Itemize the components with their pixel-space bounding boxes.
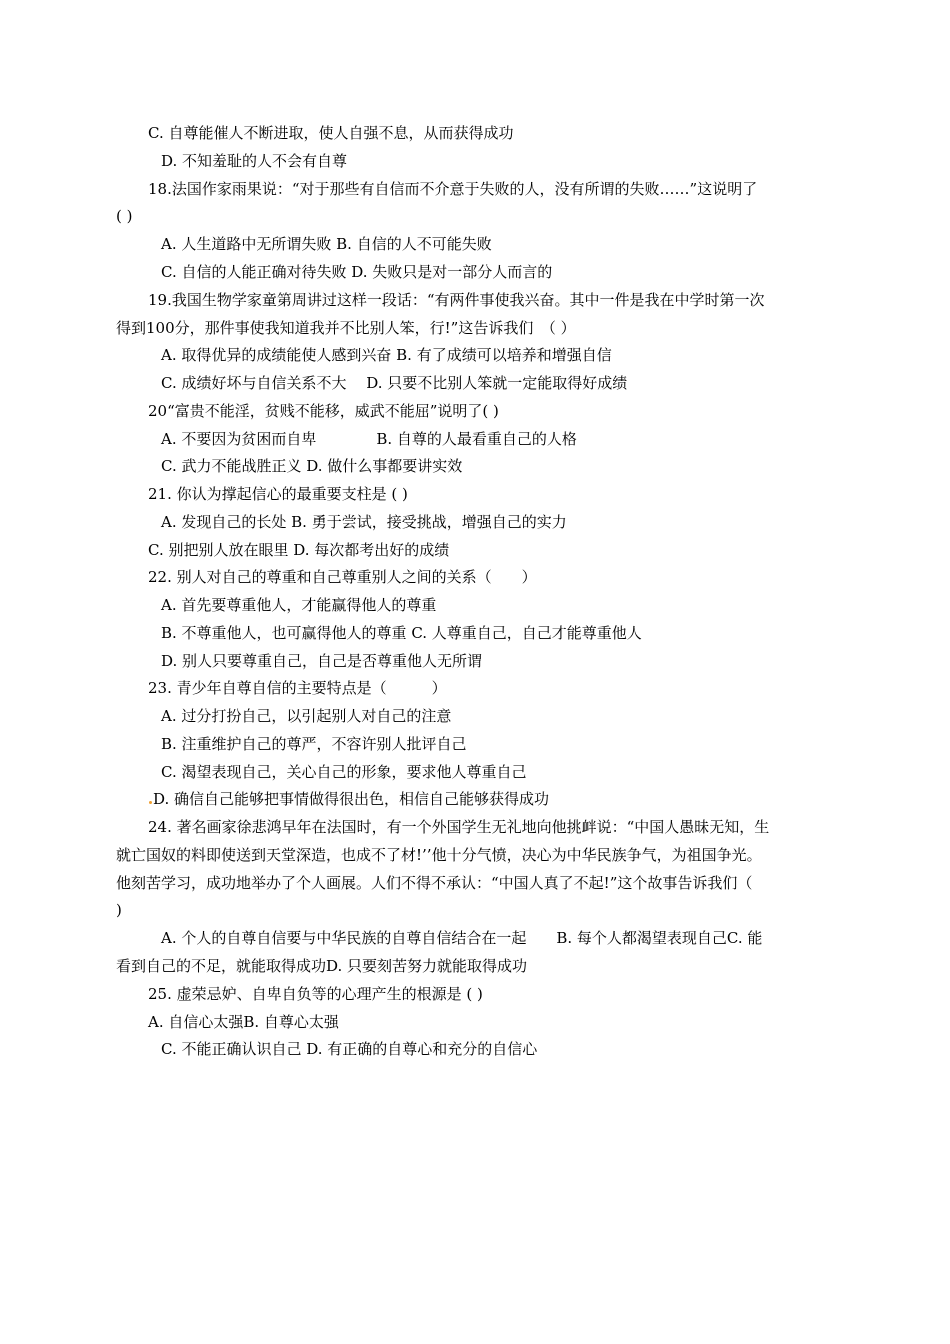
orange-dot-mark <box>149 801 152 804</box>
text-line: C. 渴望表现自己，关心自己的形象，要求他人尊重自己 <box>161 763 527 781</box>
text-line: A. 自信心太强B. 自尊心太强 <box>148 1013 339 1031</box>
text-line: D. 别人只要尊重自己，自己是否尊重他人无所谓 <box>161 652 483 670</box>
text-line: A. 取得优异的成绩能使人感到兴奋 B. 有了成绩可以培养和增强自信 <box>161 346 612 364</box>
text-line: 25. 虚荣忌妒、自卑自负等的心理产生的根源是 ( ) <box>148 985 483 1003</box>
text-line: C. 自尊能催人不断进取，使人自强不息，从而获得成功 <box>148 124 514 142</box>
text-line: 20“富贵不能淫，贫贱不能移，威武不能屈”说明了( ) <box>148 402 499 420</box>
text-line: A. 个人的自尊自信要与中华民族的自尊自信结合在一起 B. 每个人都渴望表现自己C. 能 <box>161 929 763 947</box>
text-line: 就亡国奴的料即使送到天堂深造，也成不了材!’’他十分气愤，决心为中华民族争气，为祖国争光。 <box>116 846 762 864</box>
text-line: 19.我国生物学家童第周讲过这样一段话：“有两件事使我兴奋。其中一件是我在中学时第一次 <box>148 291 765 309</box>
text-line: A. 不要因为贫困而自卑 B. 自尊的人最看重自己的人格 <box>161 430 577 448</box>
text-line: D. 不知羞耻的人不会有自尊 <box>161 152 348 170</box>
text-line: 22. 别人对自己的尊重和自己尊重别人之间的关系（ ） <box>148 568 537 586</box>
text-line: C. 成绩好坏与自信关系不大 D. 只要不比别人笨就一定能取得好成绩 <box>161 374 628 392</box>
text-line: C. 别把别人放在眼里 D. 每次都考出好的成绩 <box>148 541 450 559</box>
text-line: 24. 著名画家徐悲鸿早年在法国时，有一个外国学生无礼地向他挑衅说：“中国人愚昧无知，生 <box>148 818 770 836</box>
text-line: ( ) <box>116 207 133 225</box>
text-line: A. 发现自己的长处 B. 勇于尝试，接受挑战，增强自己的实力 <box>161 513 567 531</box>
text-line: 21. 你认为撑起信心的最重要支柱是 ( ) <box>148 485 408 503</box>
text-line: 得到100分，那件事使我知道我并不比别人笨，行!”这告诉我们 （ ） <box>116 319 576 337</box>
text-line-with-mark <box>148 789 549 809</box>
text-line: C. 武力不能战胜正义 D. 做什么事都要讲实效 <box>161 457 463 475</box>
text-line: ) <box>116 901 122 919</box>
text-line: C. 自信的人能正确对待失败 D. 失败只是对一部分人而言的 <box>161 263 553 281</box>
text-line: C. 不能正确认识自己 D. 有正确的自尊心和充分的自信心 <box>161 1040 538 1058</box>
text-line: 23. 青少年自尊自信的主要特点是（ ） <box>148 679 447 697</box>
text-line: A. 首先要尊重他人，才能赢得他人的尊重 <box>161 596 437 614</box>
text-line: A. 过分打扮自己，以引起别人对自己的注意 <box>161 707 452 725</box>
text-line: B. 注重维护自己的尊严，不容许别人批评自己 <box>161 735 467 753</box>
text-line: 看到自己的不足，就能取得成功D. 只要刻苦努力就能取得成功 <box>116 957 528 975</box>
text-line-content: D. 确信自己能够把事情做得很出色，相信自己能够获得成功 <box>153 790 550 808</box>
text-line: B. 不尊重他人，也可赢得他人的尊重 C. 人尊重自己，自己才能尊重他人 <box>161 624 642 642</box>
text-line: 18.法国作家雨果说：“对于那些有自信而不介意于失败的人，没有所谓的失败……”这说明了 <box>148 180 758 198</box>
text-line: A. 人生道路中无所谓失败 B. 自信的人不可能失败 <box>161 235 492 253</box>
text-line: 他刻苦学习，成功地举办了个人画展。人们不得不承认：“中国人真了不起!”这个故事告诉我们（ <box>116 874 753 892</box>
